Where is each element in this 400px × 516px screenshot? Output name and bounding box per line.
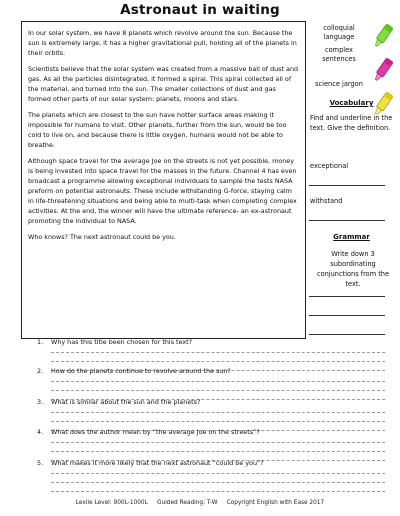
answer-line[interactable] bbox=[51, 381, 385, 382]
grammar-answer-line[interactable] bbox=[309, 315, 385, 316]
passage-paragraph: Scientists believe that the solar system was created from a massive ball of dust and gas. As all the particles disintegrated, it formed a spiral. This spiral collected all of the material, and turned into the sun. The smaller collections of dust and gas formed other parts of our solar system: planets, moons and stars. bbox=[28, 65, 299, 103]
question-number: 1. bbox=[37, 338, 44, 346]
vocab-word-exceptional: exceptional bbox=[310, 162, 349, 170]
vocab-word-withstand: withstand bbox=[310, 197, 343, 205]
passage-paragraph: Although space travel for the average Joe on the streets is not yet possible, money is being invested into space travel for the masses in the future. Channel 4 has even broadcast a programme allowing exceptional individuals to sample the tests NASA preform on potential astronauts. These include withstanding G-force, staying calm in life-threatening situations and being able to multi-task when completing complex activities. At the end, the winner will have the ultimate reference- an ex-astronaut promoting the individual to NASA. bbox=[28, 157, 297, 225]
passage-paragraph: The planets which are closest to the sun have hotter surface areas making it impossible for humans to visit. Other planets, further from the sun, would be too cold to live on, and because there is little oxygen, humans would not be able to breathe. bbox=[28, 111, 287, 149]
reading-passage bbox=[21, 21, 306, 339]
vocab-answer-line[interactable] bbox=[309, 220, 385, 221]
highlight-label-complex: complex sentences bbox=[322, 46, 356, 63]
question-text: What does the author mean by “the average Joe on the streets”? bbox=[51, 428, 260, 436]
footer: Lexile Level: 900L-1000L Guided Reading: T-W Copyright English with Ease 2017 bbox=[75, 500, 325, 506]
vocabulary-grammar-panel bbox=[309, 95, 394, 339]
answer-line[interactable] bbox=[51, 421, 385, 422]
question-number: 5. bbox=[37, 459, 44, 467]
grammar-answer-line[interactable] bbox=[309, 334, 385, 335]
question-number: 3. bbox=[37, 398, 44, 406]
grammar-heading: Grammar bbox=[333, 233, 370, 241]
passage-paragraph: Who knows? The next astronaut could be you. bbox=[28, 233, 176, 241]
answer-line[interactable] bbox=[51, 491, 385, 492]
answer-line[interactable] bbox=[51, 361, 385, 362]
question-text: How do the planets continue to revolve around the sun? bbox=[51, 367, 231, 375]
answer-line[interactable] bbox=[51, 412, 385, 413]
pink-highlighter-icon bbox=[372, 55, 394, 85]
vocabulary-instruction: Find and underline in the text. Give the definition. bbox=[310, 114, 393, 132]
answer-line[interactable] bbox=[51, 473, 385, 474]
answer-line[interactable] bbox=[51, 482, 385, 483]
passage-paragraph: In our solar system, we have 8 planets which revolve around the sun. Because the sun is extremely large, it has a higher gravitational pull, holding all of the planets in their orbits. bbox=[28, 29, 297, 57]
highlight-label-jargon: science jargon bbox=[315, 80, 363, 88]
question-text: Why has this title been chosen for this text? bbox=[51, 338, 193, 346]
question-text: What makes it more likely that the next astronaut “could be you”? bbox=[51, 459, 264, 467]
answer-line[interactable] bbox=[51, 451, 385, 452]
grammar-instruction: Write down 3 subordinating conjunctions from the text. bbox=[316, 250, 390, 288]
question-number: 4. bbox=[37, 428, 44, 436]
highlight-label-colloquial: colloquial language bbox=[323, 24, 355, 41]
vocab-answer-line[interactable] bbox=[309, 185, 385, 186]
sidebar bbox=[309, 21, 394, 339]
vocabulary-heading: Vocabulary bbox=[329, 99, 374, 107]
answer-line[interactable] bbox=[51, 390, 385, 391]
green-highlighter-icon bbox=[372, 21, 394, 51]
page-title: Astronaut in waiting bbox=[120, 2, 280, 18]
grammar-answer-line[interactable] bbox=[309, 296, 385, 297]
question-number: 2. bbox=[37, 367, 44, 375]
answer-line[interactable] bbox=[51, 442, 385, 443]
answer-line[interactable] bbox=[51, 352, 385, 353]
question-text: What is similar about the sun and the planets? bbox=[51, 398, 201, 406]
